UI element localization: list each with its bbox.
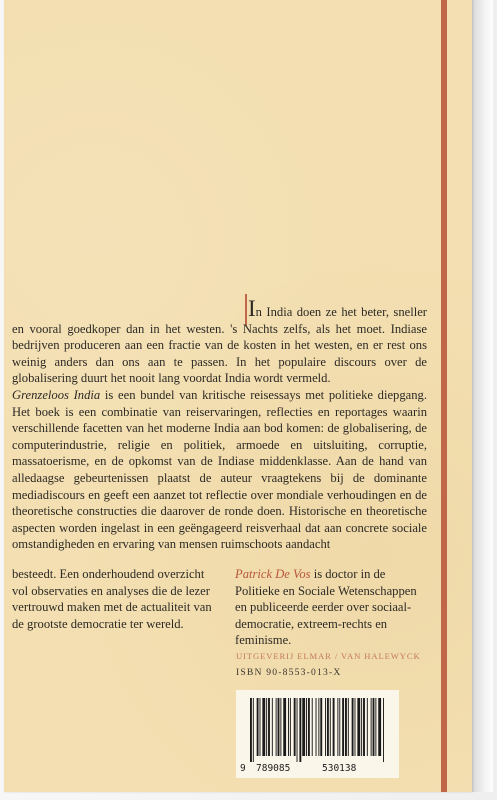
- author-name: Patrick De Vos: [235, 567, 311, 581]
- barcode-bar: [375, 698, 376, 756]
- isbn-number: ISBN 90-8553-013-X: [236, 667, 342, 678]
- barcode-bars: [248, 698, 388, 762]
- barcode-bar: [260, 698, 261, 756]
- barcode-bar: [297, 698, 298, 762]
- author-bio: [235, 566, 430, 649]
- barcode: [236, 690, 399, 778]
- barcode-bar: [250, 698, 252, 762]
- barcode-bar: [378, 698, 381, 756]
- lead-first-line: n India doen ze het beter, sneller: [255, 305, 427, 319]
- barcode-bar: [327, 698, 329, 756]
- barcode-lead-digit: 9: [240, 763, 246, 774]
- dropcap-letter: I: [248, 296, 256, 321]
- barcode-bar: [262, 698, 265, 756]
- lead-paragraph: [12, 296, 427, 387]
- barcode-bar: [339, 698, 340, 756]
- barcode-bar: [352, 698, 354, 756]
- barcode-group-1: 789085: [256, 763, 291, 774]
- barcode-bar: [325, 698, 326, 756]
- barcode-bar: [268, 698, 270, 756]
- barcode-bar: [302, 698, 305, 756]
- barcode-bar: [276, 698, 277, 756]
- left-column-text: besteedt. Een onderhoudend overzicht vol observaties en analyses die de lezer vertrouwd maken met de actualiteit van de grootste democratie ter wereld.: [12, 567, 212, 631]
- barcode-bar: [306, 698, 307, 756]
- barcode-bar: [383, 698, 384, 762]
- barcode-bar: [272, 698, 273, 756]
- barcode-bar: [257, 698, 259, 756]
- barcode-bar: [345, 698, 347, 756]
- lead-body: en vooral goedkoper dan in het westen. 's Nachts zelfs, als het moet. Indiase bedrijven produceren aan een fractie van de kosten in het westen, en er rest ons weinig anders dan ons aan te passen. In het populaire discours over de globalisering duurt het nooit lang voordat India wordt vermeld.: [12, 321, 427, 386]
- barcode-bar: [357, 698, 360, 756]
- vertical-accent-stripe: [441, 0, 447, 792]
- barcode-bar: [318, 698, 319, 756]
- barcode-bar: [363, 698, 365, 756]
- barcode-bar: [320, 698, 322, 756]
- barcode-bar: [288, 698, 289, 756]
- barcode-bar: [294, 698, 296, 756]
- book-title: Grenzeloos India: [12, 387, 101, 402]
- barcode-bar: [333, 698, 335, 756]
- blurb-text: [12, 296, 427, 553]
- barcode-bar: [337, 698, 338, 756]
- author-bio-text: is doctor in de Politieke en Sociale Wetenschappen en publiceerde eerder over sociaal-democratie, extreem-rechts en feminisme.: [235, 567, 417, 648]
- barcode-bar: [283, 698, 286, 756]
- barcode-bar: [308, 698, 310, 756]
- barcode-bar: [266, 698, 267, 756]
- barcode-bar: [348, 698, 349, 756]
- barcode-bar: [278, 698, 280, 756]
- barcode-bar: [299, 698, 301, 762]
- barcode-bar: [355, 698, 356, 756]
- barcode-group-2: 530138: [322, 763, 357, 774]
- barcode-bar: [316, 698, 317, 756]
- main-paragraph-text: is een bundel van kritische reisessays met politieke diepgang. Het boek is een combinatie van reiservaringen, reflecties en reportages waarin verschillende facetten van het moderne India aan bod komen: de globalisering, de computerindustrie, religie en politiek, armoede en uitsluiting, corruptie, massatoerisme, en de opkomst van de Indiase middenklasse. Aan de hand van alledaagse gebeurtenissen plaatst de auteur vraagtekens bij de dominante mediadiscours en geeft een aanzet tot reflectie over mondiale verhoudingen en de theoretische constructies die daarover de ronde doen. Historische en theoretische aspecten worden ingelast in een geëngageerd reisverhaal dat aan concrete sociale omstandigheden en ervaring van mensen ruimschoots aandacht: [12, 387, 427, 552]
- barcode-bar: [367, 698, 368, 756]
- barcode-bar: [280, 698, 281, 756]
- barcode-bar: [373, 698, 375, 756]
- barcode-bar: [342, 698, 344, 756]
- barcode-bar: [290, 698, 291, 756]
- publisher-name: UITGEVERIJ ELMAR / VAN HALEWYCK: [236, 651, 421, 661]
- main-paragraph: [12, 387, 427, 553]
- barcode-bar: [361, 698, 362, 756]
- barcode-bar: [312, 698, 313, 756]
- barcode-bar: [253, 698, 254, 762]
- page-edge: [472, 0, 493, 792]
- barcode-bar: [330, 698, 331, 756]
- barcode-bar: [371, 698, 372, 756]
